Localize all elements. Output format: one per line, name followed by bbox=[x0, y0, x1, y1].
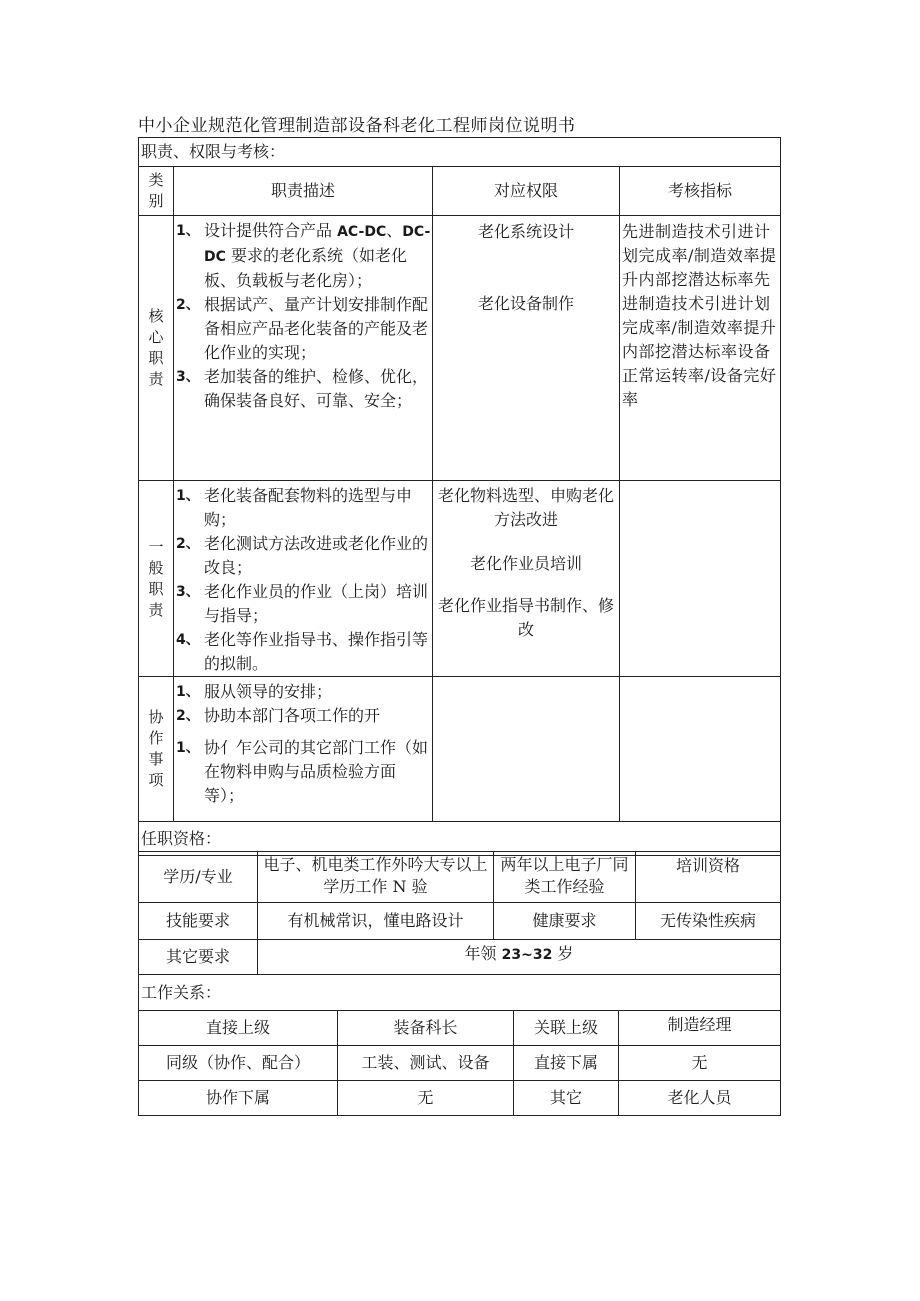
health-label: 健康要求 bbox=[494, 903, 636, 940]
duties-section-title: 职责、权限与考核： bbox=[139, 138, 781, 167]
core-authority bbox=[433, 216, 620, 481]
health-value: 无传染性疾病 bbox=[636, 903, 781, 940]
list-item: 2、 协助本部门各项工作的开 bbox=[176, 706, 381, 725]
experience-value: 两年以上电子厂同类工作经验 bbox=[494, 852, 636, 903]
general-duties-list bbox=[174, 481, 433, 677]
authority-item: 老化设备制作 bbox=[477, 294, 574, 313]
list-item: 1、 设计提供符合产品 AC-DC、DC-DC 要求的老化系统（如老化板、负载板与老化房）； bbox=[176, 221, 431, 290]
list-item: 1、 服从领导的安排； bbox=[176, 682, 333, 701]
relation-cell: 关联上级 bbox=[514, 1011, 619, 1046]
coop-authority bbox=[433, 677, 620, 822]
relations-section-title: 工作关系： bbox=[139, 975, 781, 1011]
category-general: 一 般 职 责 bbox=[139, 481, 174, 677]
authority-item: 老化物料选型、申购老化方法改进 bbox=[437, 486, 614, 529]
list-item: 4、 老化等作业指导书、操作指引等的拟制。 bbox=[176, 630, 429, 673]
header-kpi: 考核指标 bbox=[620, 167, 781, 216]
relation-cell: 直接上级 bbox=[139, 1011, 338, 1046]
header-desc: 职责描述 bbox=[174, 167, 433, 216]
authority-item: 老化作业员培训 bbox=[469, 554, 582, 573]
relation-cell: 其它 bbox=[514, 1081, 619, 1116]
relation-cell: 装备科长 bbox=[338, 1011, 514, 1046]
education-value: 电子、机电类工作外吟大专以上学历工作 N 验 bbox=[258, 852, 494, 903]
training-label: 培训资格 bbox=[636, 852, 781, 903]
duties-table bbox=[138, 137, 781, 856]
relation-cell: 制造经理 bbox=[619, 1011, 781, 1046]
education-label: 学历/专业 bbox=[139, 852, 258, 903]
relation-cell: 协作下属 bbox=[139, 1081, 338, 1116]
relation-cell: 无 bbox=[619, 1046, 781, 1081]
header-authority: 对应权限 bbox=[433, 167, 620, 216]
relation-cell: 无 bbox=[338, 1081, 514, 1116]
relation-cell: 同级（协作、配合） bbox=[139, 1046, 338, 1081]
relation-cell: 直接下属 bbox=[514, 1046, 619, 1081]
list-item: 2、 根据试产、量产计划安排制作配备相应产品老化装备的产能及老化作业的实现； bbox=[176, 295, 429, 362]
qualifications-section-title: 任职资格： bbox=[139, 822, 781, 856]
document-title: 中小企业规范化管理制造部设备科老化工程师岗位说明书 bbox=[138, 116, 576, 136]
authority-item: 老化系统设计 bbox=[477, 222, 574, 241]
relation-cell: 工装、测试、设备 bbox=[338, 1046, 514, 1081]
other-label: 其它要求 bbox=[139, 940, 258, 975]
core-duties-list bbox=[174, 216, 433, 481]
other-value: 年领 23~32 岁 bbox=[258, 940, 781, 975]
skill-value: 有机械常识，懂电路设计 bbox=[258, 903, 494, 940]
list-item: 3、 老化作业员的作业（上岗）培训与指导； bbox=[176, 582, 429, 625]
list-item: 2、 老化测试方法改进或老化作业的改良； bbox=[176, 534, 429, 577]
general-authority bbox=[433, 481, 620, 677]
header-category: 类 别 bbox=[139, 167, 174, 216]
relations-table bbox=[138, 1010, 781, 1116]
qualifications-table bbox=[138, 851, 781, 1011]
core-kpi: 先进制造技术引进计划完成率/制造效率提升内部挖潜达标率先进制造技术引进计划完成率/制造效率提升内部挖潜达标率设备正常运转率/设备完好率 bbox=[620, 216, 781, 481]
list-item: 1、 协亻乍公司的其它部门工作（如在物料申购与品质检验方面等）； bbox=[176, 738, 429, 805]
relation-cell: 老化人员 bbox=[619, 1081, 781, 1116]
category-coop: 协 作 事 项 bbox=[139, 677, 174, 822]
authority-item: 老化作业指导书制作、修改 bbox=[437, 596, 614, 639]
skill-label: 技能要求 bbox=[139, 903, 258, 940]
list-item: 1、 老化装备配套物料的选型与申购； bbox=[176, 486, 413, 529]
list-item: 3、 老加装备的维护、检修、优化，确保装备良好、可靠、安全； bbox=[176, 367, 429, 410]
coop-kpi bbox=[620, 677, 781, 822]
coop-list bbox=[174, 677, 433, 822]
general-kpi bbox=[620, 481, 781, 677]
category-core: 核 心 职 责 bbox=[139, 216, 174, 481]
